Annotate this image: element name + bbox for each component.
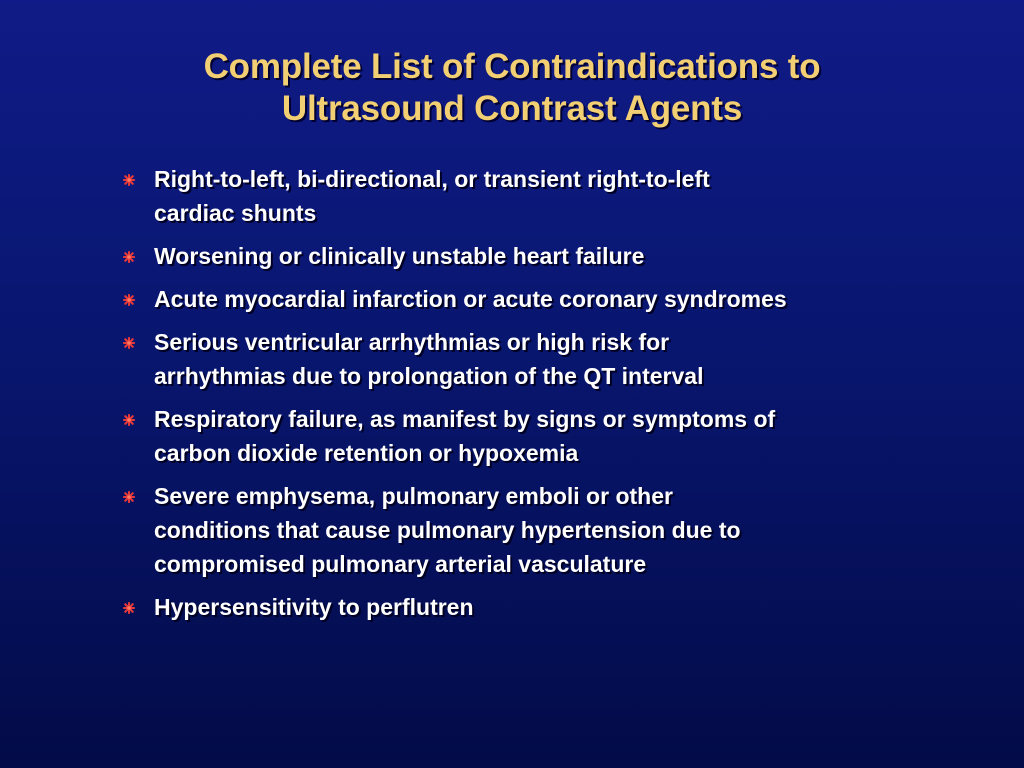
- text-line: arrhythmias due to prolongation of the QT interval: [154, 363, 704, 389]
- asterisk-bullet-icon: [123, 337, 135, 349]
- asterisk-bullet-icon: [123, 602, 135, 614]
- text-line: carbon dioxide retention or hypoxemia: [154, 440, 579, 466]
- list-item-text: [154, 325, 955, 393]
- asterisk-bullet-icon: [123, 251, 135, 263]
- list-item-text: [154, 590, 955, 624]
- text-line: Hypersensitivity to perflutren: [154, 594, 474, 620]
- asterisk-bullet-icon: [123, 294, 135, 306]
- list-item-text: [154, 479, 955, 581]
- text-line: Right-to-left, bi-directional, or transient right-to-left: [154, 166, 710, 192]
- asterisk-bullet-icon: [123, 491, 135, 503]
- text-line: Respiratory failure, as manifest by signs or symptoms of: [154, 406, 776, 432]
- text-line: Severe emphysema, pulmonary emboli or other: [154, 483, 673, 509]
- text-line: compromised pulmonary arterial vasculature: [154, 551, 647, 577]
- contraindication-list: [120, 162, 955, 633]
- list-item-text: [154, 402, 955, 470]
- list-item: [120, 239, 955, 273]
- list-item: [120, 479, 955, 581]
- asterisk-bullet-icon: [123, 414, 135, 426]
- text-line: conditions that cause pulmonary hypertension due to: [154, 517, 741, 543]
- list-item: [120, 402, 955, 470]
- text-line: Acute myocardial infarction or acute coronary syndromes: [154, 286, 787, 312]
- title-line-1: Complete List of Contraindications to: [203, 47, 821, 87]
- text-line: Worsening or clinically unstable heart failure: [154, 243, 645, 269]
- title-line-2: Ultrasound Contrast Agents: [281, 89, 743, 129]
- list-item-text: [154, 282, 955, 316]
- text-line: Serious ventricular arrhythmias or high risk for: [154, 329, 670, 355]
- list-item: [120, 325, 955, 393]
- list-item-text: [154, 162, 955, 230]
- slide-title: [0, 46, 1024, 130]
- asterisk-bullet-icon: [123, 174, 135, 186]
- list-item-text: [154, 239, 955, 273]
- list-item: [120, 590, 955, 624]
- list-item: [120, 162, 955, 230]
- list-item: [120, 282, 955, 316]
- text-line: cardiac shunts: [154, 200, 317, 226]
